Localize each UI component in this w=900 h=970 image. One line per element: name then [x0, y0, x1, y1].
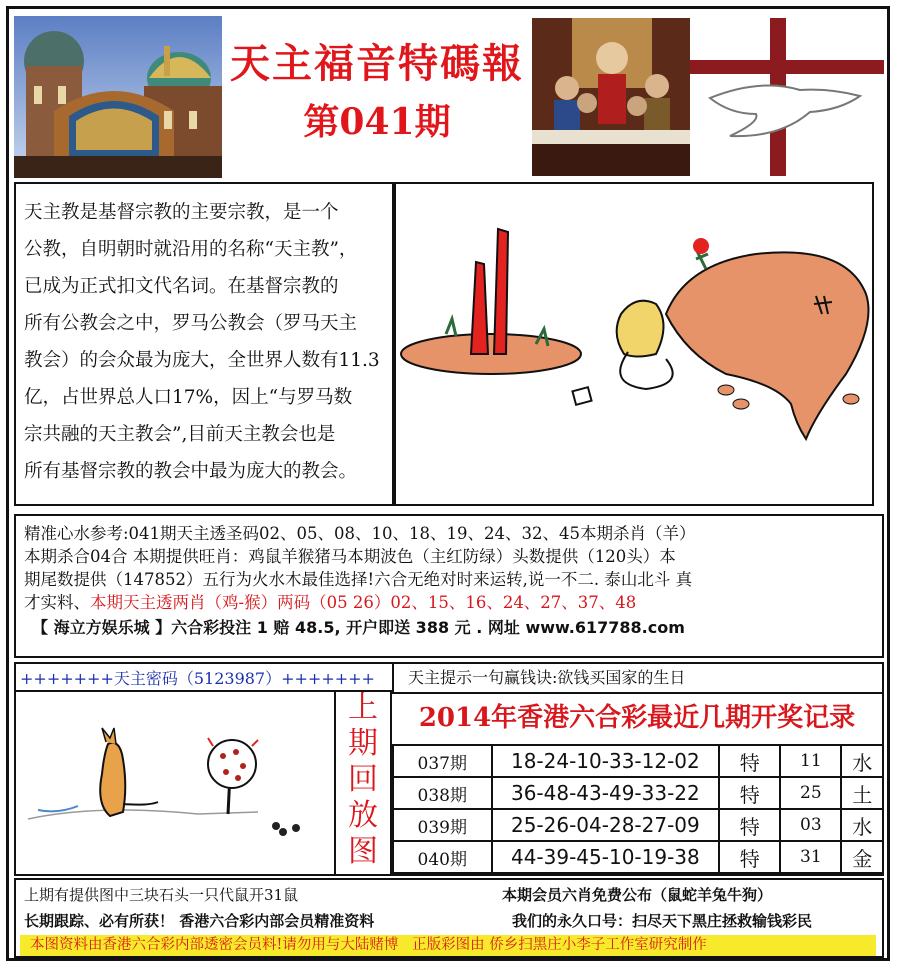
prediction-line-2: 本期杀合04合 本期提供旺肖：鸡鼠羊猴猪马本期波色（主红防绿）头数提供（120头）本	[24, 547, 676, 566]
intro-line: 所有公教会之中，罗马公教会（罗马天主	[24, 313, 358, 334]
intro-line: 天主教是基督宗教的主要宗教，是一个	[24, 202, 339, 223]
two-code-tip: （05 26）	[310, 593, 391, 612]
prediction-text	[24, 522, 880, 639]
footer-banner: 本图资料由香港六合彩内部透密会员料!请勿用与大陆赌博 正版彩图由 侨乡扫黑庄小李子工作室研究制作	[20, 935, 876, 956]
replay-char: 回	[348, 762, 378, 797]
replay-char: 图	[348, 834, 378, 869]
special-label: 特	[719, 777, 780, 809]
element-cell: 金	[841, 841, 883, 873]
special-number: 11	[780, 745, 841, 777]
record-title: 2014年香港六合彩最近几期开奖记录	[418, 703, 856, 733]
cathedral-photo	[14, 16, 222, 178]
newspaper-title: 天主福音特碼報	[230, 40, 524, 87]
footer-line-left-1: 上期有提供图中三块石头一只代鼠开31鼠	[24, 886, 299, 904]
cat-rock-illustration	[396, 184, 872, 504]
element-cell: 土	[841, 777, 883, 809]
intro-line: 公教，自明朝时就沿用的名称“天主教”，	[24, 239, 358, 260]
special-number: 25	[780, 777, 841, 809]
intro-section	[14, 182, 394, 506]
special-number: 31	[780, 841, 841, 873]
intro-line: 已成为正式扣文代名词。在基督宗教的	[24, 276, 339, 297]
prediction-label: 才实料、	[24, 593, 90, 612]
table-row	[393, 809, 883, 841]
casino-ad[interactable]: 【 海立方娱乐城 】六合彩投注 1 赔 48.5, 开户即送 388 元 . 网址 www.617788.com	[32, 618, 685, 637]
element-cell: 水	[841, 745, 883, 777]
replay-char: 放	[348, 798, 378, 833]
special-label: 特	[719, 841, 780, 873]
footer-line-left-2: 长期跟踪、必有所获！ 香港六合彩内部会员精准资料	[24, 912, 375, 930]
replay-char: 期	[348, 726, 378, 761]
header	[14, 14, 884, 180]
lower-section	[14, 662, 884, 876]
numbers-cell: 44-39-45-10-19-38	[492, 841, 720, 873]
numbers-cell: 18-24-10-33-12-02	[492, 745, 720, 777]
money-hint: 天主提示一句赢钱诀:欲钱买国家的生日	[392, 664, 882, 694]
issue-number: 第041期	[303, 101, 451, 143]
prediction-section	[14, 514, 884, 658]
intro-line: 宗共融的天主教会”,目前天主教会也是	[24, 424, 336, 445]
prediction-line-4	[24, 591, 880, 614]
draw-records-table	[392, 744, 884, 874]
table-row	[393, 841, 883, 873]
footer-line-right-1: 本期会员六肖免费公布（鼠蛇羊兔牛狗）	[502, 886, 773, 904]
intro-line: 亿，占世界总人口17%，因上“与罗马数	[24, 387, 353, 408]
intro-line: 教会）的会众最为庞大，全世界人数有11.3	[24, 350, 380, 371]
intro-text	[24, 194, 392, 490]
intro-line: 所有基督宗教的教会中最为庞大的教会。	[24, 461, 358, 482]
prediction-line-3: 期尾数提供（147852）五行为火水木最佳选择!六合无绝对时来运转,说一不二. 泰山北斗 真	[24, 570, 693, 589]
period-cell: 039期	[393, 809, 492, 841]
replay-char: 上	[348, 690, 378, 725]
cartoon-panel	[394, 182, 874, 506]
period-cell: 040期	[393, 841, 492, 873]
table-row	[393, 745, 883, 777]
period-cell: 038期	[393, 777, 492, 809]
recommended-numbers: 02、15、16、24、27、37、48	[390, 593, 637, 612]
special-label: 特	[719, 745, 780, 777]
numbers-cell: 25-26-04-28-27-09	[492, 809, 720, 841]
special-label: 特	[719, 809, 780, 841]
secret-code: +++++++天主密码（5123987）+++++++	[20, 669, 375, 688]
last-supper-painting	[532, 18, 690, 176]
table-row	[393, 777, 883, 809]
two-zodiac-tip: 本期天主透两肖（鸡-猴）两码	[90, 593, 311, 612]
footer-line-right-2: 我们的永久口号：扫尽天下黑庄拯救输钱彩民	[512, 912, 813, 930]
cross-dove-emblem	[690, 18, 884, 176]
footer-section	[14, 878, 884, 958]
special-number: 03	[780, 809, 841, 841]
element-cell: 水	[841, 809, 883, 841]
prediction-line-1: 精准心水参考:041期天主透圣码02、05、08、10、18、19、24、32、45本期杀肖（羊）	[24, 524, 696, 543]
replay-label	[334, 690, 392, 876]
period-cell: 037期	[393, 745, 492, 777]
numbers-cell: 36-48-43-49-33-22	[492, 777, 720, 809]
